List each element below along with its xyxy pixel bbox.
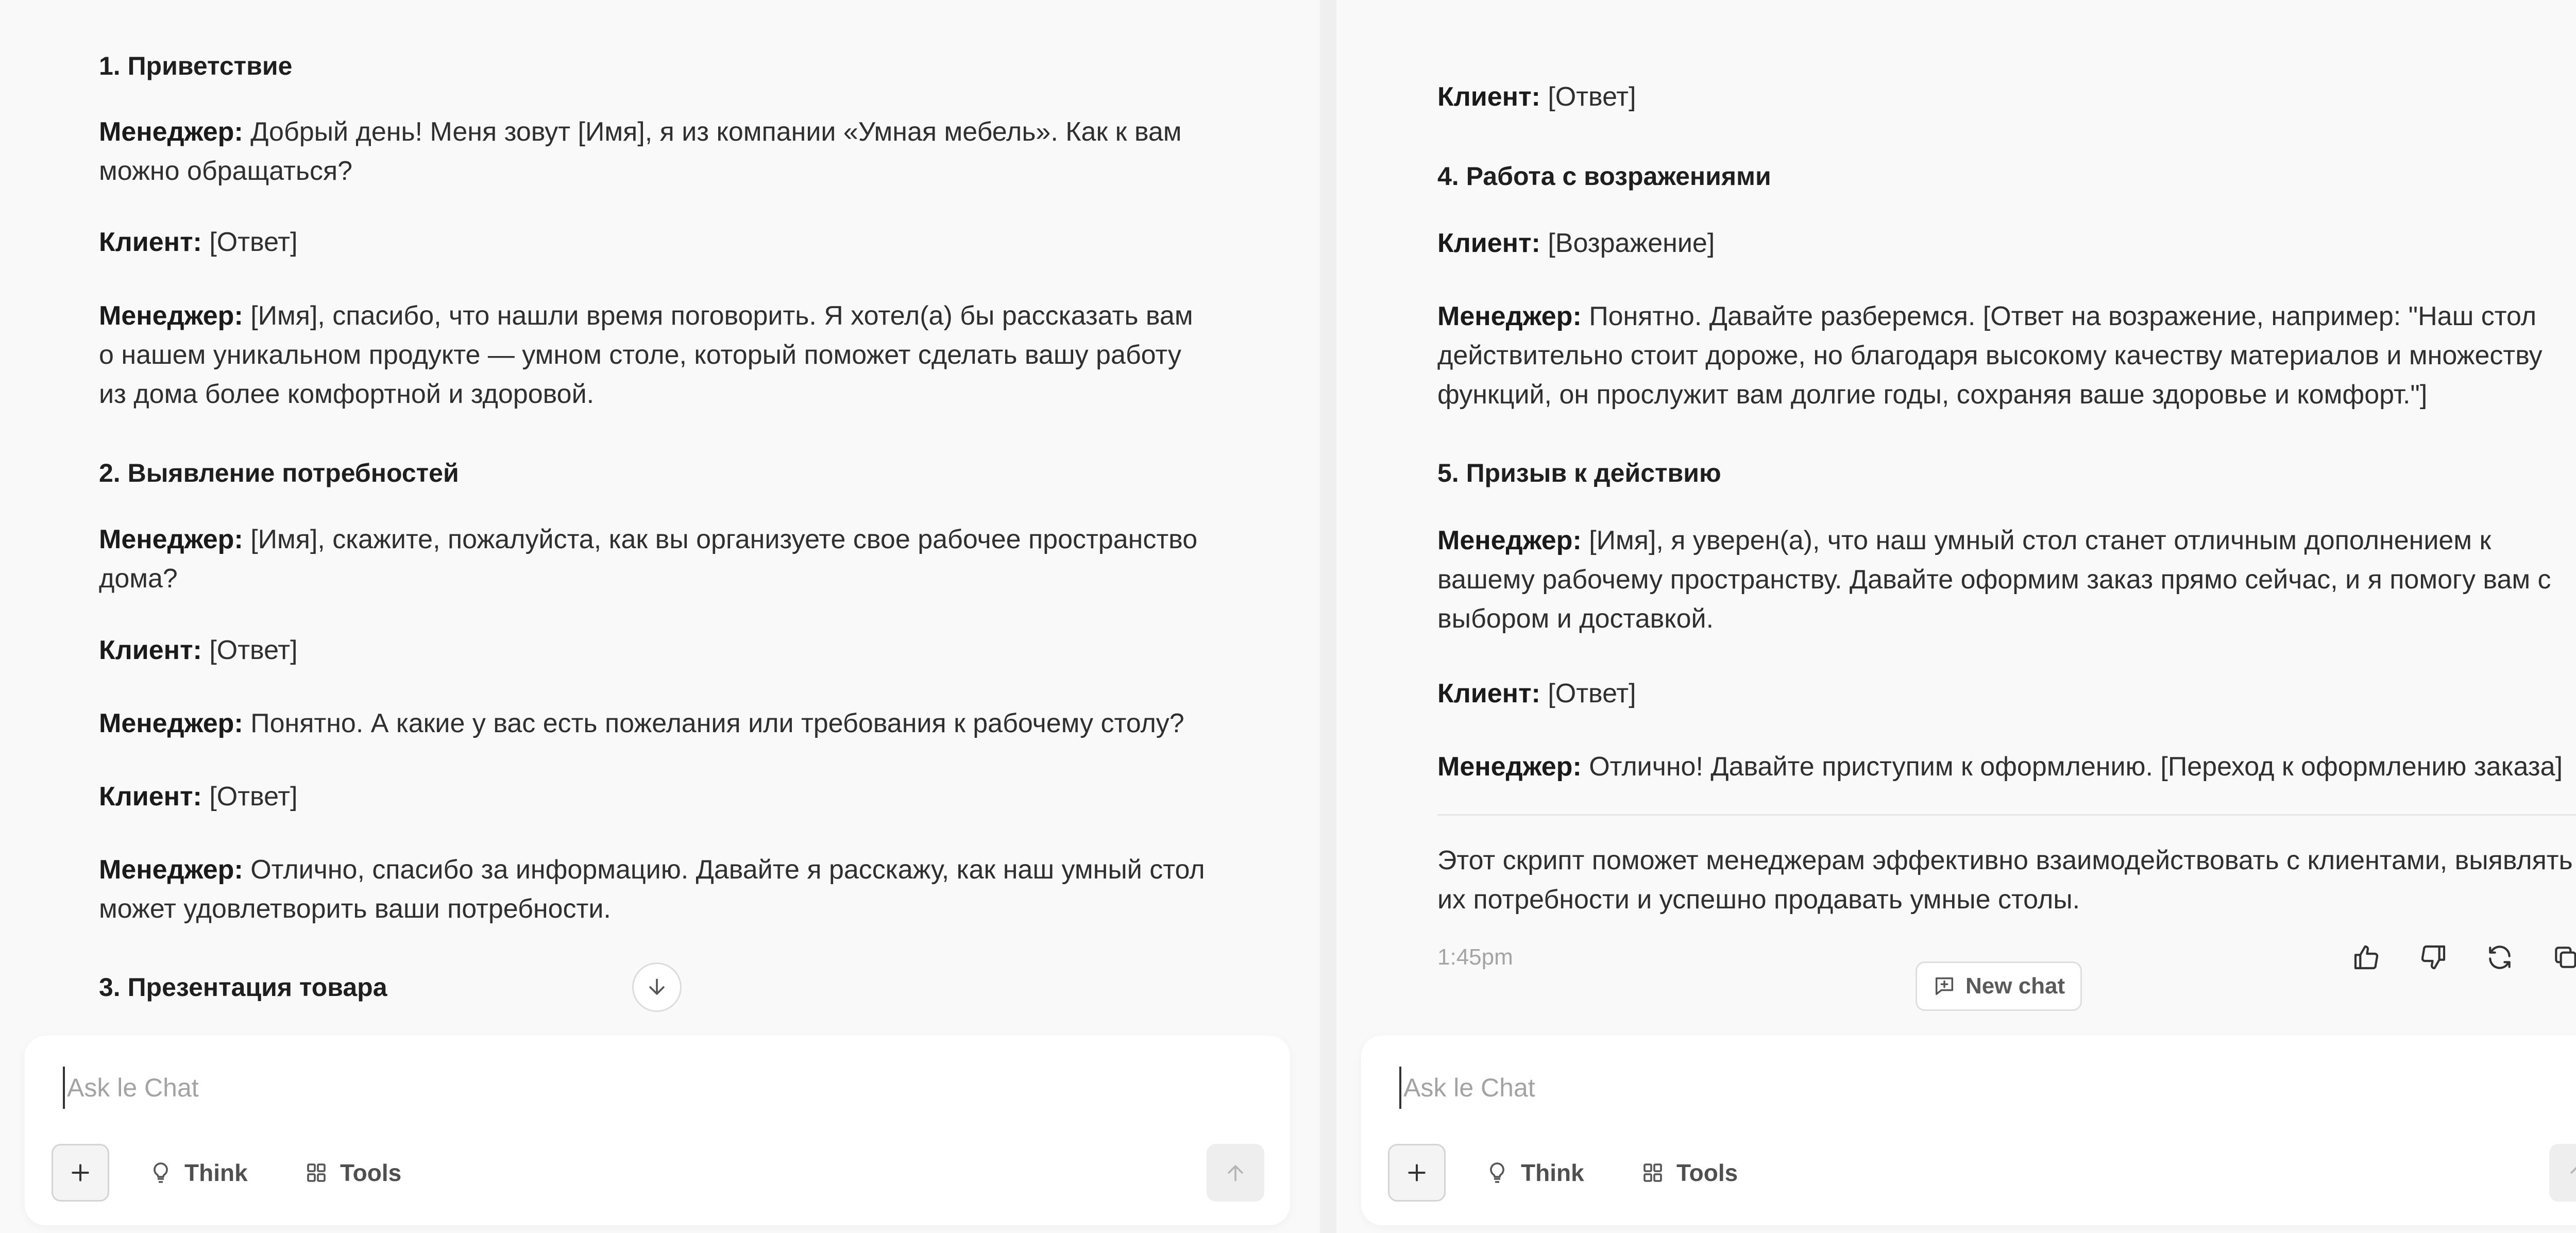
message-paragraph <box>99 520 1212 598</box>
section-heading: 1. Приветствие <box>99 52 293 80</box>
message-text: Отлично! Давайте приступим к оформлению. [Переход к оформлению заказа] <box>1589 752 2563 782</box>
think-button[interactable] <box>1485 1153 1584 1192</box>
section-heading: 2. Выявление потребностей <box>99 459 459 487</box>
think-label: Think <box>1521 1159 1584 1186</box>
arrow-up-icon <box>1224 1161 1247 1184</box>
thumbs-up-icon <box>2352 943 2381 972</box>
message-paragraph <box>99 223 1212 262</box>
message-paragraph <box>1437 674 2576 713</box>
speaker-label: Клиент: <box>1437 82 1540 112</box>
tools-label: Tools <box>1676 1159 1738 1186</box>
summary-paragraph: Этот скрипт поможет менеджерам эффективно взаимодействовать с клиентами, выявлять их потребности и успешно продавать умные столы. <box>1437 846 2573 915</box>
section-heading: 4. Работа с возражениями <box>1437 162 1771 191</box>
thumbs-down-button[interactable] <box>2415 939 2452 976</box>
message-paragraph <box>99 850 1212 928</box>
copy-button[interactable] <box>2547 939 2576 976</box>
message-text: [Возражение] <box>1548 228 1715 258</box>
message-text: [Ответ] <box>209 635 298 665</box>
send-button[interactable] <box>2549 1144 2576 1202</box>
think-button[interactable] <box>148 1153 248 1192</box>
speaker-label: Клиент: <box>99 227 202 257</box>
speaker-label: Менеджер: <box>99 855 243 885</box>
chat-input[interactable] <box>63 1067 1098 1109</box>
message-text: [Ответ] <box>209 782 298 812</box>
new-chat-icon <box>1933 974 1956 998</box>
message-paragraph <box>1437 224 2576 263</box>
speaker-label: Менеджер: <box>99 117 243 147</box>
message-paragraph <box>99 777 1212 816</box>
speaker-label: Клиент: <box>99 782 202 812</box>
speaker-label: Менеджер: <box>99 301 243 331</box>
new-chat-label: New chat <box>1965 973 2065 999</box>
speaker-label: Менеджер: <box>99 525 243 554</box>
new-chat-button[interactable] <box>1916 961 2082 1011</box>
message-text: Понятно. Давайте разберемся. [Ответ на возражение, например: "Наш стол действительно стоит дороже, но благодаря высокому качеству материалов и множеству функций, он прослужит вам долгие годы, сохраняя ваше здоровье и комфорт."] <box>1437 301 2543 410</box>
lightbulb-icon <box>1485 1160 1510 1185</box>
message-paragraph <box>99 704 1212 743</box>
arrow-up-icon <box>2567 1161 2576 1184</box>
chat-composer <box>25 1036 1290 1225</box>
refresh-icon <box>2485 943 2514 972</box>
scroll-to-bottom-button[interactable] <box>632 962 682 1012</box>
right-chat-pane <box>1336 0 2576 1233</box>
message-paragraph <box>99 296 1212 414</box>
message-text: Добрый день! Меня зовут [Имя], я из компании «Умная мебель». Как к вам можно обращаться? <box>99 117 1182 186</box>
send-button[interactable] <box>1207 1144 1264 1202</box>
grid-icon <box>304 1160 329 1185</box>
speaker-label: Менеджер: <box>99 708 243 738</box>
plus-icon <box>69 1161 92 1184</box>
add-attachment-button[interactable] <box>1388 1144 1446 1202</box>
message-timestamp: 1:45pm <box>1437 944 1513 970</box>
arrow-down-icon <box>646 976 668 999</box>
copy-icon <box>2551 943 2576 972</box>
regenerate-button[interactable] <box>2481 939 2518 976</box>
message-paragraph <box>1437 521 2576 638</box>
grid-icon <box>1640 1160 1665 1185</box>
chat-input[interactable] <box>1399 1067 2435 1109</box>
section-heading: 3. Презентация товара <box>99 973 387 1002</box>
tools-button[interactable] <box>1640 1153 1738 1192</box>
divider-line <box>1437 814 2576 816</box>
speaker-label: Менеджер: <box>1437 301 1582 331</box>
message-paragraph <box>99 631 1212 670</box>
think-label: Think <box>184 1159 248 1186</box>
thumbs-down-icon <box>2419 943 2448 972</box>
section-heading: 5. Призыв к действию <box>1437 459 1721 487</box>
message-text: [Имя], спасибо, что нашли время поговорить. Я хотел(а) бы рассказать вам о нашем уникальном продукте — умном столе, который поможет сделать вашу работу из дома более комфортной и здоровой. <box>99 301 1193 409</box>
speaker-label: Клиент: <box>1437 228 1540 258</box>
add-attachment-button[interactable] <box>52 1144 109 1202</box>
chat-composer <box>1361 1036 2576 1225</box>
tools-label: Tools <box>340 1159 402 1186</box>
speaker-label: Менеджер: <box>1437 526 1582 555</box>
message-paragraph <box>1437 747 2576 786</box>
tools-button[interactable] <box>304 1153 401 1192</box>
message-text: [Имя], скажите, пожалуйста, как вы организуете свое рабочее пространство дома? <box>99 525 1198 594</box>
speaker-label: Менеджер: <box>1437 752 1582 782</box>
thumbs-up-button[interactable] <box>2348 939 2385 976</box>
plus-icon <box>1405 1161 1428 1184</box>
speaker-label: Клиент: <box>99 635 202 665</box>
message-text: [Ответ] <box>209 227 298 257</box>
message-paragraph <box>1437 297 2576 414</box>
message-text: [Ответ] <box>1548 82 1636 112</box>
message-paragraph <box>1437 77 2576 116</box>
speaker-label: Клиент: <box>1437 679 1540 708</box>
message-text: [Имя], я уверен(а), что наш умный стол станет отличным дополнением к вашему рабочему пространству. Давайте оформим заказ прямо сейчас, и я помогу вам с выбором и доставкой. <box>1437 526 2551 634</box>
message-text: [Ответ] <box>1548 679 1636 708</box>
message-paragraph <box>99 112 1212 191</box>
message-text: Понятно. А какие у вас есть пожелания или требования к рабочему столу? <box>250 708 1184 738</box>
lightbulb-icon <box>148 1160 173 1185</box>
message-text: Отлично, спасибо за информацию. Давайте я расскажу, как наш умный стол может удовлетворить ваши потребности. <box>99 855 1205 924</box>
pane-divider <box>1320 0 1336 1233</box>
